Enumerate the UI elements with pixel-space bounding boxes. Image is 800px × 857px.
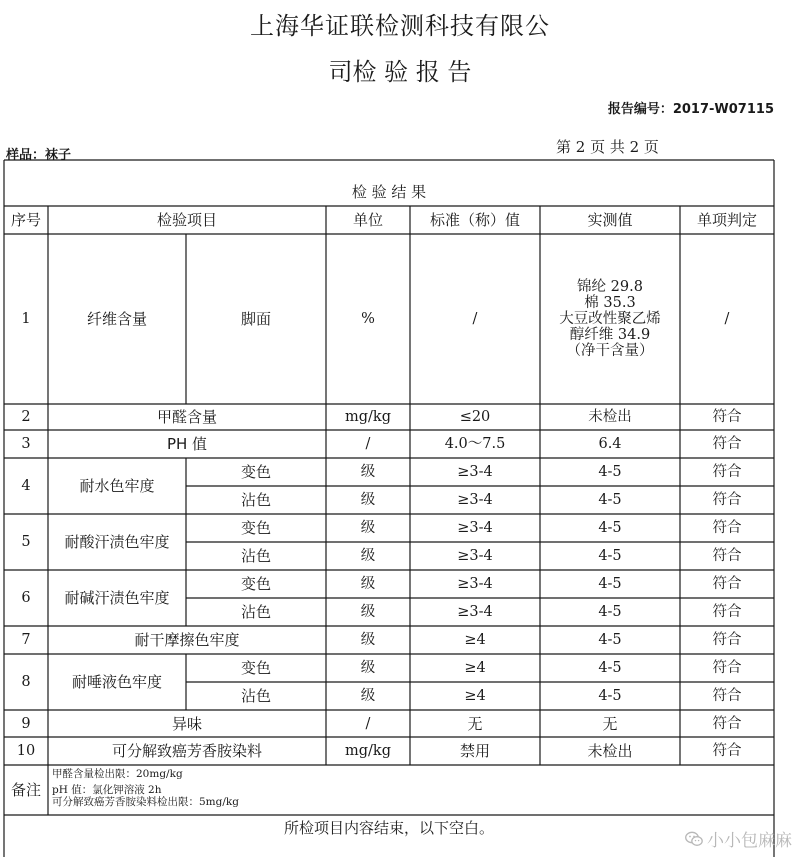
row-3-no: 3 — [21, 436, 31, 452]
row-7-no: 7 — [21, 632, 31, 648]
row-5-sub-2-standard: ≥3-4 — [457, 548, 493, 564]
row-8-item: 耐唾液色牢度 — [71, 673, 162, 691]
column-header-no: 序号 — [10, 211, 41, 229]
row-9-result: 符合 — [712, 715, 742, 732]
row-6-sub-2-result: 符合 — [712, 604, 742, 620]
row-2-standard: ≤20 — [459, 409, 491, 425]
row-1-measured-line: （净干含量） — [566, 343, 654, 359]
row-1-part: 脚面 — [240, 310, 271, 328]
row-5-sub-2-name: 沾色 — [240, 547, 271, 565]
row-5-no: 5 — [21, 534, 31, 550]
row-6-sub-1-name: 变色 — [240, 575, 271, 593]
row-2-measured: 未检出 — [588, 409, 632, 425]
note-line: 可分解致癌芳香胺染料检出限：5mg/kg — [52, 796, 239, 808]
row-5-item: 耐酸汗渍色牢度 — [64, 533, 170, 551]
row-5-sub-1-measured: 4-5 — [598, 520, 622, 536]
row-1-measured-line: 棉 35.3 — [584, 295, 636, 311]
row-6-sub-1-measured: 4-5 — [598, 576, 622, 592]
report-number: 报告编号：2017-W07115 — [607, 102, 774, 117]
row-8-sub-1-measured: 4-5 — [598, 660, 622, 676]
notes-label: 备注 — [10, 781, 41, 799]
row-9-standard: 无 — [467, 714, 483, 733]
row-6-sub-1-unit: 级 — [360, 576, 376, 592]
row-9-unit: / — [365, 715, 371, 732]
table-footer: 所检项目内容结束，以下空白。 — [283, 819, 494, 837]
row-8-sub-2-standard: ≥4 — [464, 688, 486, 704]
row-10-standard: 禁用 — [459, 742, 490, 760]
document-title: 司检 验 报 告 — [328, 58, 472, 86]
page-indicator: 第 2 页 共 2 页 — [556, 138, 659, 156]
row-1-standard: / — [472, 311, 478, 327]
row-1-measured-line: 醇纤维 34.9 — [569, 327, 651, 343]
row-5-sub-2-unit: 级 — [360, 548, 376, 564]
row-5-sub-1-unit: 级 — [360, 520, 376, 536]
row-10-unit: mg/kg — [345, 743, 391, 759]
watermark — [685, 826, 792, 851]
row-1-measured-line: 大豆改性聚乙烯 — [559, 311, 661, 327]
company-name: 上海华证联检测科技有限公 — [250, 12, 550, 40]
row-4-sub-2-name: 沾色 — [240, 491, 271, 509]
row-5-sub-2-measured: 4-5 — [598, 548, 622, 564]
row-3-unit: / — [365, 436, 371, 452]
column-header-unit: 单位 — [352, 211, 383, 229]
row-4-sub-2-measured: 4-5 — [598, 492, 622, 508]
notes-list — [52, 768, 239, 808]
row-2-no: 2 — [21, 409, 31, 425]
row-1-result: / — [724, 311, 730, 327]
row-1-item: 纤维含量 — [86, 310, 147, 328]
row-1-measured-line: 锦纶 29.8 — [577, 279, 643, 295]
row-7-unit: 级 — [360, 632, 376, 648]
row-5-sub-2-result: 符合 — [712, 548, 742, 564]
row-2-unit: mg/kg — [345, 409, 391, 425]
row-4-sub-2-unit: 级 — [360, 492, 376, 508]
column-header-standard: 标准（称）值 — [429, 211, 520, 229]
row-4-sub-1-result: 符合 — [712, 464, 742, 480]
row-10-result: 符合 — [712, 743, 742, 759]
row-10-item: 可分解致癌芳香胺染料 — [111, 742, 262, 760]
column-header-measured: 实测值 — [587, 211, 633, 229]
row-10-measured: 未检出 — [587, 742, 633, 760]
wechat-icon — [685, 831, 703, 847]
row-8-sub-2-result: 符合 — [712, 688, 742, 704]
row-7-measured: 4-5 — [598, 632, 622, 648]
row-8-sub-2-name: 沾色 — [240, 687, 271, 705]
table-caption: 检 验 结 果 — [351, 182, 427, 201]
row-9-no: 9 — [21, 715, 31, 732]
row-8-sub-1-standard: ≥4 — [464, 660, 486, 676]
row-4-sub-2-standard: ≥3-4 — [457, 492, 493, 508]
row-8-sub-1-unit: 级 — [360, 660, 376, 676]
row-4-sub-1-standard: ≥3-4 — [457, 464, 493, 480]
sample-name: 样品：袜子 — [6, 148, 72, 163]
row-5-sub-1-result: 符合 — [712, 520, 742, 536]
row-2-result: 符合 — [712, 409, 742, 425]
row-4-sub-1-name: 变色 — [240, 463, 271, 481]
column-header-item: 检验项目 — [156, 211, 217, 229]
note-line: 甲醛含量检出限：20mg/kg — [52, 768, 183, 780]
row-6-sub-2-name: 沾色 — [240, 603, 271, 621]
row-8-sub-1-name: 变色 — [240, 659, 271, 677]
row-5-sub-1-name: 变色 — [240, 519, 271, 537]
row-1-unit: % — [361, 311, 375, 327]
row-6-sub-1-result: 符合 — [712, 576, 742, 592]
row-3-measured: 6.4 — [598, 436, 622, 452]
row-3-result: 符合 — [712, 436, 742, 452]
row-8-sub-2-unit: 级 — [360, 688, 376, 704]
row-7-result: 符合 — [712, 632, 742, 648]
row-9-item: 异味 — [171, 714, 202, 733]
row-7-item: 耐干摩擦色牢度 — [134, 631, 240, 649]
column-header-result: 单项判定 — [696, 211, 757, 229]
row-5-sub-1-standard: ≥3-4 — [457, 520, 493, 536]
row-4-item: 耐水色牢度 — [79, 477, 155, 495]
note-line: pH 值：氯化钾溶液 2h — [52, 784, 162, 796]
row-4-sub-1-measured: 4-5 — [598, 464, 622, 480]
row-6-item: 耐碱汗渍色牢度 — [64, 589, 170, 607]
row-4-no: 4 — [21, 478, 31, 494]
row-3-item: PH 值 — [166, 435, 208, 453]
watermark-text: 小小包麻麻 — [707, 831, 792, 851]
row-1-no: 1 — [21, 311, 31, 327]
row-1-measured — [540, 234, 680, 404]
row-10-no: 10 — [16, 743, 36, 759]
row-6-sub-2-standard: ≥3-4 — [457, 604, 493, 620]
row-6-no: 6 — [21, 590, 31, 606]
row-9-measured: 无 — [602, 714, 618, 733]
row-8-sub-1-result: 符合 — [712, 660, 742, 676]
row-6-sub-1-standard: ≥3-4 — [457, 576, 493, 592]
row-4-sub-1-unit: 级 — [360, 464, 376, 480]
row-8-sub-2-measured: 4-5 — [598, 688, 622, 704]
row-6-sub-2-unit: 级 — [360, 604, 376, 620]
row-2-item: 甲醛含量 — [156, 408, 217, 426]
row-6-sub-2-measured: 4-5 — [598, 604, 622, 620]
row-3-standard: 4.0～7.5 — [444, 436, 506, 452]
row-7-standard: ≥4 — [464, 632, 486, 648]
row-8-no: 8 — [21, 674, 31, 690]
row-4-sub-2-result: 符合 — [712, 492, 742, 508]
